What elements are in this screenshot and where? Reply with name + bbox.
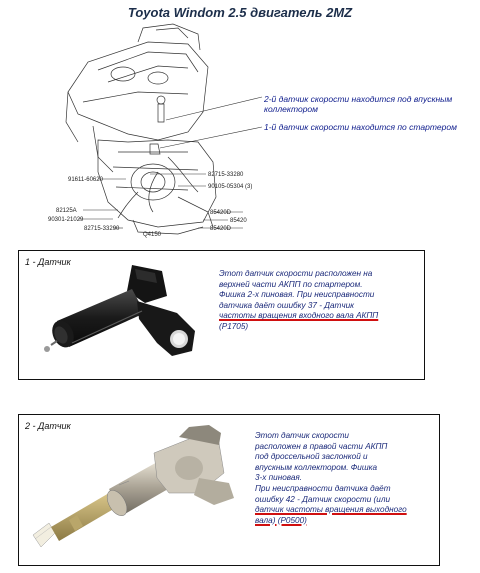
note-sensor-1: 1-й датчик скорости находится по стартером [264,122,457,132]
sensor-2-line: При неисправности датчика даёт [255,483,391,493]
sensor-2-line: 3-х пиновая. [255,473,303,483]
part-number: 82715-33280 [208,172,244,178]
sensor-2-line: впускным коллектором. Фишка [255,462,378,472]
sensor-2-description [255,431,407,526]
note-sensor-2-line-2: коллектором [264,104,318,114]
engine-block-drawing [66,24,216,234]
part-number: 82715-33290 [84,226,120,232]
page-title: Toyota Windom 2.5 двигатель 2MZ [127,5,353,20]
part-number: 90105-05304 (3) [208,184,253,190]
sensor-1-line: (P1705) [219,321,249,331]
sensor-2-panel [18,414,440,566]
diagram-code: Q4150 [143,232,162,238]
sensor-2-line: расположен в правой части АКПП [255,441,388,451]
sensor-1-line: датчика даёт ошибку 37 - Датчик [219,300,355,310]
sensor-1-panel [18,250,425,380]
part-number: 85420D [210,226,232,232]
note-sensor-2-line-1: 2-й датчик скорости находится под впускным [264,94,453,104]
sensor-1-label: 1 - Датчик [25,257,71,267]
sensor-2-photo [29,423,244,563]
part-number: 91611-60620 [68,177,103,183]
sensor-2-line: Этот датчик скорости [255,431,349,440]
sensor-1-line-highlight: частоты вращения входного вала АКПП [219,311,379,321]
engine-diagram [38,22,468,240]
part-number: 82125A [56,208,77,214]
part-number: 85420 [230,218,247,224]
sensor-2-line: ошибку 42 - Датчик скорости (или [255,494,391,504]
sensor-1-photo [27,261,202,371]
leader-lines [78,97,262,228]
part-number: 85420D [210,210,232,216]
sensor-2-line: под дроссельной заслонкой и [255,452,368,462]
sensor-1-line: Этот датчик скорости расположен на [219,269,373,278]
sensor-1-line: верхней части АКПП по стартером. [219,279,363,289]
sensor-2-label: 2 - Датчик [25,421,71,431]
sensor-1-description [219,269,378,333]
sensor-2-line-highlight: датчик частоты вращения выходного [255,505,407,515]
part-number: 90301-21029 [48,217,84,223]
sensor-1-line: Фишка 2-х пиновая. При неисправности [219,290,375,300]
sensor-2-line-highlight: вала) (P0500) [255,515,307,525]
